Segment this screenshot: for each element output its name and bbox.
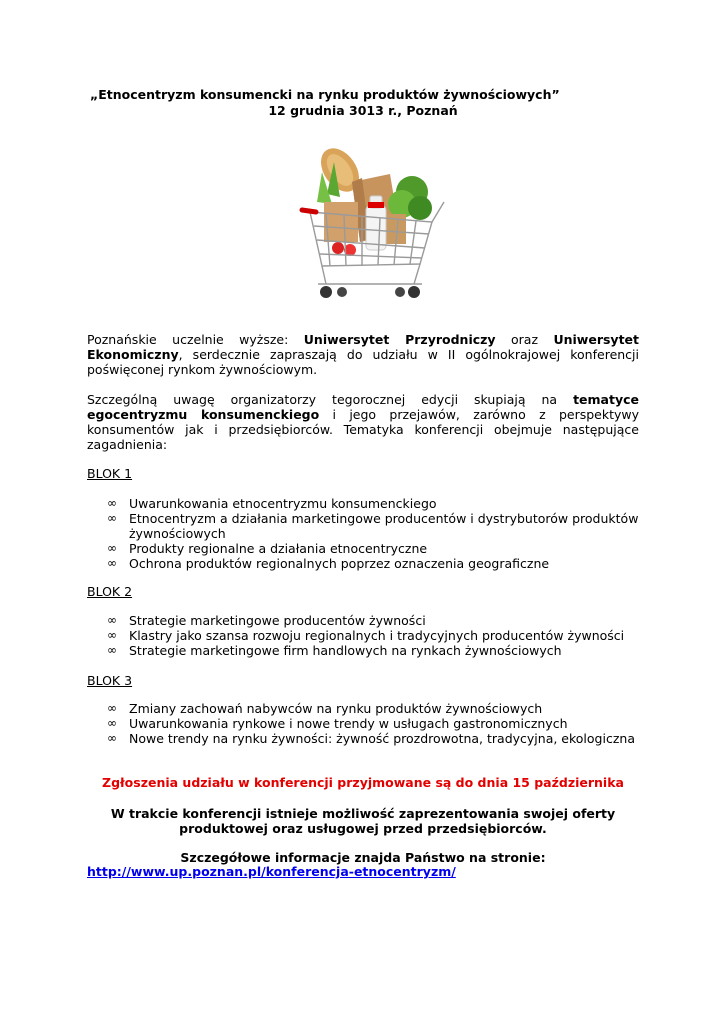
- bullet-infinity-icon: ∞: [107, 556, 117, 570]
- intro-text: Szczególną uwagę organizatorzy tegorocznej edycji skupiają na: [87, 392, 574, 407]
- list-item: [107, 541, 639, 556]
- list-item: [107, 496, 639, 511]
- bullet-infinity-icon: ∞: [107, 628, 117, 642]
- topic-highlight: tematyce egocentryzmu konsumenckiego: [87, 392, 639, 422]
- offer-line-2: produktowej oraz usługowej przed przedsiębiorców.: [179, 821, 547, 836]
- list-item-text: Nowe trendy na rynku żywności: żywność prozdrowotna, tradycyjna, ekologiczna: [129, 731, 635, 746]
- intro-text: i jego przejawów, zarówno z perspektywy konsumentów jak i przedsiębiorców. Tematyka konferencji obejmuje następujące zagadnienia:: [87, 407, 640, 452]
- list-item-text: Klastry jako szansa rozwoju regionalnych i tradycyjnych producentów żywności: [129, 628, 625, 643]
- list-item: [107, 731, 639, 746]
- registration-deadline: Zgłoszenia udziału w konferencji przyjmowane są do dnia 15 października: [102, 775, 624, 790]
- info-text: Szczegółowe informacje znajda Państwo na stronie:: [180, 850, 546, 865]
- block-1-list: [107, 496, 639, 571]
- intro-paragraph-1: [87, 332, 639, 377]
- list-item-text: Strategie marketingowe firm handlowych na rynkach żywnościowych: [129, 643, 562, 658]
- block-2-list: [107, 613, 639, 658]
- shopping-cart-with-groceries-icon: [282, 142, 452, 312]
- list-item: [107, 628, 639, 643]
- list-item: [107, 511, 639, 541]
- list-item-text: Uwarunkowania etnocentryzmu konsumenckiego: [129, 496, 437, 511]
- bullet-infinity-icon: ∞: [107, 643, 117, 657]
- bullet-infinity-icon: ∞: [107, 716, 117, 730]
- list-item-text: Ochrona produktów regionalnych poprzez oznaczenia geograficzne: [129, 556, 550, 571]
- bullet-infinity-icon: ∞: [107, 613, 117, 627]
- conference-title: [87, 87, 639, 119]
- list-item: [107, 556, 639, 571]
- block-2-heading: BLOK 2: [87, 584, 133, 599]
- block-3-heading: BLOK 3: [87, 673, 133, 688]
- list-item: [107, 716, 639, 731]
- university-name-2: Uniwersytet Ekonomiczny: [87, 332, 639, 362]
- block-3-list: [107, 701, 639, 746]
- list-item-text: Uwarunkowania rynkowe i nowe trendy w usługach gastronomicznych: [129, 716, 568, 731]
- list-item-text: Etnocentryzm a działania marketingowe producentów i dystrybutorów produktów żywnościowych: [129, 511, 639, 541]
- list-item-text: Strategie marketingowe producentów żywności: [129, 613, 426, 628]
- intro-text: Poznańskie uczelnie wyższe:: [87, 332, 304, 347]
- title-line-1: „Etnocentryzm konsumencki na rynku produktów żywnościowych”: [90, 87, 560, 102]
- intro-paragraph-2: [87, 392, 639, 452]
- intro-text: , serdecznie zapraszają do udziału w II ogólnokrajowej konferencji poświęconej rynkom żywnościowym.: [87, 347, 639, 377]
- bullet-infinity-icon: ∞: [107, 496, 117, 510]
- bullet-infinity-icon: ∞: [107, 731, 117, 745]
- list-item-text: Produkty regionalne a działania etnocentryczne: [129, 541, 428, 556]
- list-item-text: Zmiany zachowań nabywców na rynku produktów żywnościowych: [129, 701, 543, 716]
- intro-text: oraz: [495, 332, 554, 347]
- conference-website-link[interactable]: http://www.up.poznan.pl/konferencja-etnocentryzm/: [87, 864, 456, 879]
- title-date-line: 12 grudnia 3013 r., Poznań: [268, 103, 458, 118]
- university-name-1: Uniwersytet Przyrodniczy: [303, 332, 496, 347]
- bullet-infinity-icon: ∞: [107, 511, 117, 525]
- offer-line-1: W trakcie konferencji istnieje możliwość zaprezentowania swojej oferty: [110, 806, 616, 821]
- list-item: [107, 701, 639, 716]
- bullet-infinity-icon: ∞: [107, 541, 117, 555]
- list-item: [107, 613, 639, 628]
- block-1-heading: BLOK 1: [87, 466, 133, 481]
- bullet-infinity-icon: ∞: [107, 701, 117, 715]
- list-item: [107, 643, 639, 658]
